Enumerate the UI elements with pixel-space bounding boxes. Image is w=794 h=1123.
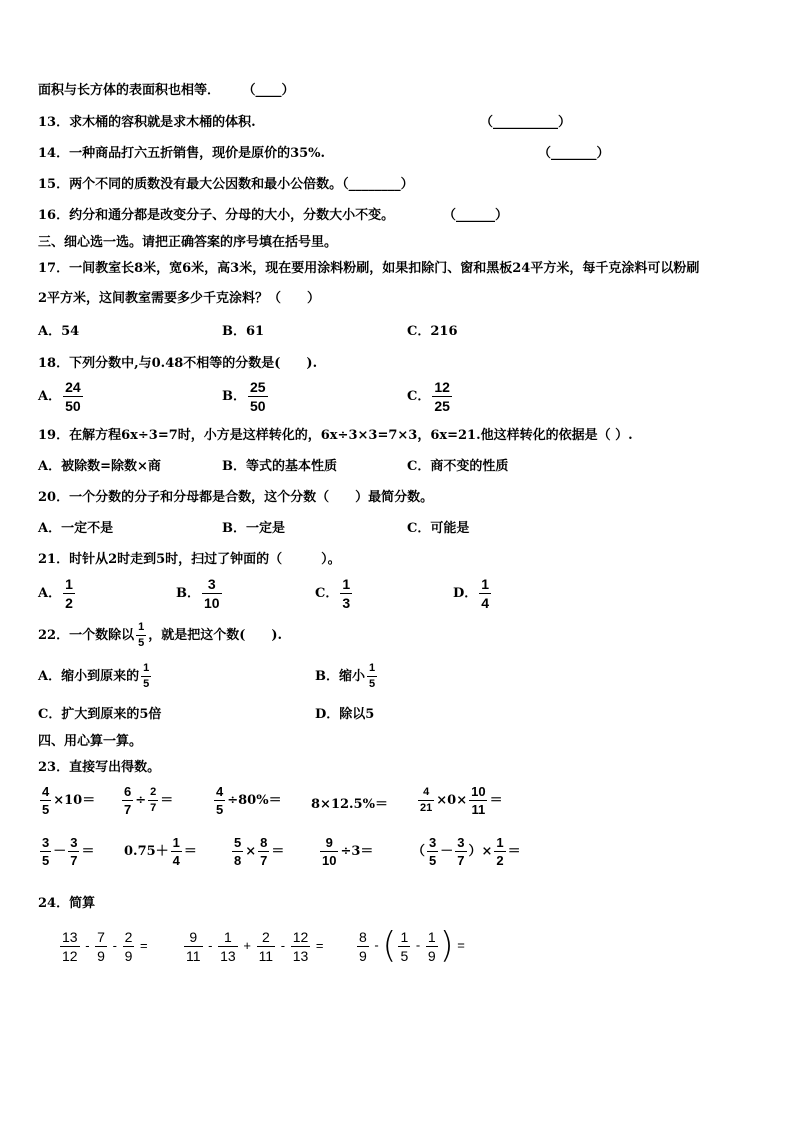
option-c[interactable]: C． $\frac{12}{25}$ — [407, 379, 450, 414]
answer-blank[interactable]: （____） — [242, 83, 295, 98]
expression: $\frac{8}{9}$ - ( $\frac{1}{5}$ - $\frac{1}{9}$ ) = — [359, 925, 465, 966]
expression: 0.75＋ $\frac{1}{4}$ ＝ — [124, 835, 197, 868]
fraction: $\frac{3}{5}$ — [429, 835, 437, 868]
answer-blank[interactable]: （______） — [443, 208, 509, 223]
fraction: $\frac{5}{8}$ — [234, 835, 242, 868]
fraction: $\frac{4}{5}$ — [42, 784, 50, 817]
option-c[interactable]: C．可能是 — [407, 521, 470, 536]
fraction: $\frac{1}{3}$ — [342, 576, 351, 611]
fraction: $\frac{24}{50}$ — [65, 379, 81, 414]
question-24: 24．简算 — [38, 896, 96, 911]
fraction: $\frac{12}{13}$ — [292, 929, 309, 964]
fraction: $\frac{3}{5}$ — [42, 835, 50, 868]
fraction: $\frac{1}{5}$ — [369, 662, 376, 690]
fraction: $\frac{2}{9}$ — [124, 929, 133, 964]
expression: $\frac{4}{21}$ ×0× $\frac{10}{11}$ ＝ — [420, 784, 503, 817]
fraction: $\frac{13}{12}$ — [62, 929, 78, 964]
expression: $\frac{3}{5}$ － $\frac{3}{7}$ ＝ — [42, 835, 95, 868]
fraction: $\frac{9}{10}$ — [322, 835, 337, 868]
fraction: $\frac{1}{2}$ — [496, 835, 504, 868]
fraction: $\frac{4}{21}$ — [420, 786, 433, 814]
fraction: $\frac{8}{7}$ — [260, 835, 268, 868]
fraction: $\frac{3}{7}$ — [70, 835, 78, 868]
option-a[interactable]: A．缩小到原来的 $\frac{1}{5}$ — [38, 662, 150, 690]
option-c[interactable]: C．商不变的性质 — [407, 459, 509, 474]
question-14: 14．一种商品打六五折销售，现价是原价的35%. — [38, 146, 326, 161]
option-a[interactable]: A． $\frac{24}{50}$ — [38, 379, 81, 414]
question-16: 16．约分和通分都是改变分子、分母的大小，分数大小不变。 — [38, 208, 395, 223]
question-20: 20．一个分数的分子和分母都是合数，这个分数（ ）最简分数。 — [38, 490, 434, 505]
question-22: 22．一个数除以 $\frac{1}{5}$ ，就是把这个数( ). — [38, 621, 283, 649]
question-21: 21．时针从2时走到5时，扫过了钟面的（ ）。 — [38, 552, 341, 567]
expression: $\frac{9}{10}$ ÷3＝ — [322, 835, 374, 868]
fraction: $\frac{8}{9}$ — [359, 928, 367, 964]
section-heading-3: 三、细心选一选。请把正确答案的序号填在括号里。 — [38, 235, 338, 250]
option-b[interactable]: B．等式的基本性质 — [222, 459, 338, 474]
question-23: 23．直接写出得数。 — [38, 760, 161, 775]
question-17-line1: 17．一间教室长8米，宽6米，高3米，现在要用涂料粉刷，如果扣除门、窗和黑板24平方米，每千克涂料可以粉刷 — [38, 261, 700, 276]
fraction: $\frac{1}{5}$ — [138, 621, 145, 649]
left-paren: ( — [382, 925, 397, 966]
right-paren: ) — [439, 925, 454, 966]
option-c[interactable]: C． $\frac{1}{3}$ — [315, 576, 351, 611]
fraction: $\frac{2}{7}$ — [150, 786, 157, 814]
expression: $\frac{4}{5}$ ×10＝ — [42, 784, 96, 817]
answer-blank[interactable]: （__________） — [480, 115, 572, 130]
option-a[interactable]: A．54 — [38, 324, 80, 339]
fraction: $\frac{12}{25}$ — [434, 379, 450, 414]
fraction: $\frac{3}{10}$ — [204, 576, 220, 611]
option-b[interactable]: B． $\frac{25}{50}$ — [222, 379, 266, 414]
fraction: $\frac{1}{5}$ — [143, 662, 150, 690]
question-19: 19．在解方程6x÷3=7时，小方是这样转化的，6x÷3×3=7×3，6x=21.他这样转化的依据是（ ）. — [38, 428, 633, 443]
option-c[interactable]: C．扩大到原来的5倍 — [38, 707, 162, 722]
question-15: 15．两个不同的质数没有最大公因数和最小公倍数。（________） — [38, 177, 414, 192]
expression: （ $\frac{3}{5}$ － $\frac{3}{7}$ ）× $\frac{1}{2}$ ＝ — [412, 835, 521, 868]
question-13: 13．求木桶的容积就是求木桶的体积. — [38, 115, 256, 130]
expression: 8×12.5%＝ — [311, 797, 388, 812]
answer-blank[interactable]: （________） — [342, 177, 414, 192]
expression: $\frac{13}{12}$ - $\frac{7}{9}$ - $\frac{2}{9}$ = — [62, 929, 148, 964]
option-a[interactable]: A．一定不是 — [38, 521, 114, 536]
question-18: 18．下列分数中,与0.48不相等的分数是( ). — [38, 356, 318, 371]
option-a[interactable]: A．被除数=除数×商 — [38, 459, 161, 474]
fraction: $\frac{1}{9}$ — [427, 928, 436, 964]
expression: $\frac{5}{8}$ × $\frac{8}{7}$ ＝ — [234, 835, 285, 868]
expression: $\frac{4}{5}$ ÷80%＝ — [216, 784, 282, 817]
fraction: $\frac{25}{50}$ — [250, 379, 266, 414]
fraction: $\frac{1}{5}$ — [400, 928, 409, 964]
option-b[interactable]: B． $\frac{3}{10}$ — [176, 576, 220, 611]
option-d[interactable]: D．除以5 — [315, 707, 375, 722]
fraction: $\frac{10}{11}$ — [471, 784, 486, 817]
option-b[interactable]: B．缩小 $\frac{1}{5}$ — [315, 662, 376, 690]
expression: $\frac{6}{7}$ ÷ $\frac{2}{7}$ ＝ — [124, 784, 174, 817]
q12-continuation: 面积与长方体的表面积也相等． （____） — [38, 83, 295, 98]
question-17-line2: 2平方米，这间教室需要多少千克涂料？（ ） — [38, 291, 321, 306]
fraction: $\frac{2}{11}$ — [258, 929, 274, 964]
fraction: $\frac{1}{4}$ — [172, 835, 180, 868]
fraction: $\frac{9}{11}$ — [186, 929, 201, 964]
fraction: $\frac{1}{13}$ — [220, 929, 236, 964]
fraction: $\frac{3}{7}$ — [457, 835, 465, 868]
answer-blank[interactable]: （_______） — [538, 146, 610, 161]
option-b[interactable]: B．61 — [222, 324, 265, 339]
fraction: $\frac{6}{7}$ — [124, 784, 132, 817]
option-c[interactable]: C．216 — [407, 324, 458, 339]
fraction: $\frac{1}{2}$ — [65, 576, 73, 611]
option-a[interactable]: A． $\frac{1}{2}$ — [38, 576, 73, 611]
fraction: $\frac{4}{5}$ — [216, 784, 224, 817]
fraction: $\frac{7}{9}$ — [97, 929, 105, 964]
expression: $\frac{9}{11}$ - $\frac{1}{13}$ + $\frac{2}{11}$ - $\frac{12}{13}$ = — [186, 929, 324, 964]
section-heading-4: 四、用心算一算。 — [38, 734, 143, 749]
option-b[interactable]: B．一定是 — [222, 521, 286, 536]
fraction: $\frac{1}{4}$ — [481, 576, 490, 611]
option-d[interactable]: D． $\frac{1}{4}$ — [453, 576, 490, 611]
